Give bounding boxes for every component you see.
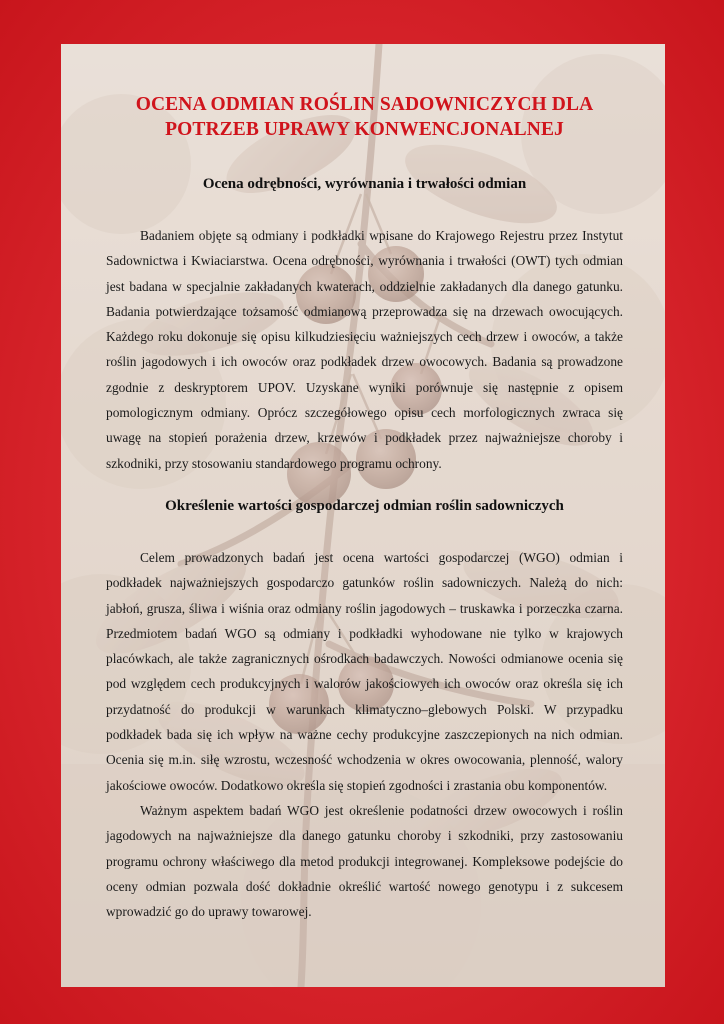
- page-title: OCENA ODMIAN ROŚLIN SADOWNICZYCH DLA POTRZEB UPRAWY KONWENCJONALNEJ: [135, 94, 594, 140]
- section-paragraph-economic-value-1: Celem prowadzonych badań jest ocena wartości gospodarczej (WGO) odmian i podkładek najważniejszych gospodarczo gatunków roślin sadowniczych. Należą do nich: jabłoń, grusza, śliwa i wiśnia oraz odmiany roślin jagodowych – truskawka i porzeczka czarna. Przedmiotem badań WGO są odmiany i podkładki wyhodowane nie tylko w krajowych placówkach, ale także zagranicznych ośrodkach badawczych. Nowości odmianowe ocenia się pod względem cech produkcyjnych i walorów jakościowych ich owoców oraz określa się ich przydatność do produkcji w warunkach klimatyczno–glebowych Polski. W przypadku podkładek bada się ich wpływ na ważne cechy produkcyjne zaszczepionych na nich odmian. Ocenia się m.in. siłę wzrostu, wczesność wchodzenia w okres owocowania, plenność, walory jakościowe owoców. Dodatkowo określa się stopień zgodności i zrastania obu komponentów.: [106, 549, 623, 793]
- section-paragraph-distinctness: Badaniem objęte są odmiany i podkładki wpisane do Krajowego Rejestru przez Instytut Sadownictwa i Kwiaciarstwa. Ocena odrębności, wyrównania i trwałości (OWT) tych odmian jest badana w specjalnie zakładanych kwaterach, oddzielnie zakładanych dla danego gatunku. Badania potwierdzające tożsamość odmianową przeprowadza się na drzewach owocujących. Każdego roku dokonuje się opisu kilkudziesięciu ważniejszych cech drzew i owoców, a także roślin jagodowych i ich owoców oraz podkładek drzew owocowych. Badania są prowadzone zgodnie z deskryptorem UPOV. Uzyskane wyniki porównuje się następnie z opisem pomologicznym odmiany. Oprócz szczegółowego opisu cech morfologicznych zwraca się uwagę na stopień porażenia drzew, krzewów i podkładek przez najważniejsze choroby i szkodniki, przy stosowaniu standardowego programu ochrony.: [106, 228, 623, 471]
- section-heading-economic-value: Określenie wartości gospodarczej odmian roślin sadowniczych: [165, 497, 564, 514]
- content-panel: [61, 44, 665, 987]
- section-heading-distinctness: Ocena odrębności, wyrównania i trwałości odmian: [202, 176, 527, 192]
- section-paragraph-economic-value-2: Ważnym aspektem badań WGO jest określenie podatności drzew owocowych i roślin jagodowych na najważniejsze dla danego gatunku choroby i szkodniki, przy zastosowaniu programu ochrony właściwego dla metod produkcji integrowanej. Kompleksowe podejście do oceny odmian pozwala dość dokładnie określić wartość nowego genotypu i z sukcesem wprowadzić go do uprawy towarowej.: [106, 802, 623, 920]
- document-content: [61, 44, 665, 987]
